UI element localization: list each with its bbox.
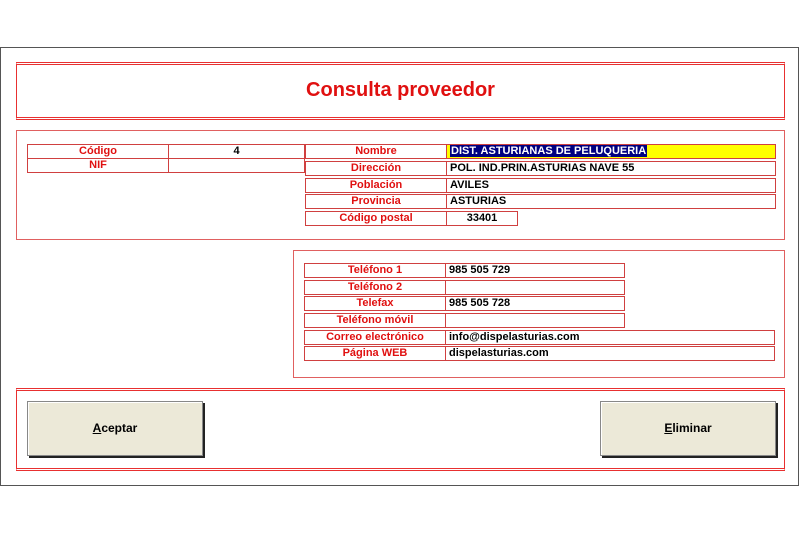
aceptar-label: ceptar <box>101 421 138 435</box>
direccion-label: Dirección <box>305 161 447 176</box>
cp-field[interactable]: 33401 <box>446 211 518 226</box>
nif-field[interactable] <box>168 158 305 173</box>
aceptar-accesskey: A <box>92 421 102 435</box>
nif-label: NIF <box>27 158 169 173</box>
email-field[interactable]: info@dispelasturias.com <box>445 330 775 345</box>
fax-field[interactable]: 985 505 728 <box>445 296 625 311</box>
direccion-field[interactable]: POL. IND.PRIN.ASTURIAS NAVE 55 <box>446 161 776 176</box>
supplier-window <box>0 47 799 486</box>
tel2-field[interactable] <box>445 280 625 295</box>
nombre-label: Nombre <box>305 144 447 159</box>
codigo-label: Código <box>27 144 169 159</box>
web-label: Página WEB <box>304 346 446 361</box>
provincia-field[interactable]: ASTURIAS <box>446 194 776 209</box>
cp-label: Código postal <box>305 211 447 226</box>
tel1-field[interactable]: 985 505 729 <box>445 263 625 278</box>
movil-field[interactable] <box>445 313 625 328</box>
aceptar-button[interactable] <box>27 401 203 456</box>
poblacion-label: Población <box>305 178 447 193</box>
eliminar-accesskey: E <box>664 421 673 435</box>
eliminar-button[interactable] <box>600 401 776 456</box>
provincia-label: Provincia <box>305 194 447 209</box>
movil-label: Teléfono móvil <box>304 313 446 328</box>
eliminar-label: liminar <box>672 421 712 435</box>
page-title: Consulta proveedor <box>306 79 495 101</box>
contact-panel <box>293 250 785 378</box>
fax-label: Telefax <box>304 296 446 311</box>
poblacion-field[interactable]: AVILES <box>446 178 776 193</box>
web-field[interactable]: dispelasturias.com <box>445 346 775 361</box>
button-bar <box>16 388 785 471</box>
codigo-field[interactable]: 4 <box>168 144 305 159</box>
title-bar <box>16 62 785 120</box>
nombre-field[interactable] <box>446 144 776 159</box>
nombre-value: DIST. ASTURIANAS DE PELUQUERIA <box>451 145 647 157</box>
info-panel <box>16 130 785 240</box>
tel1-label: Teléfono 1 <box>304 263 446 278</box>
tel2-label: Teléfono 2 <box>304 280 446 295</box>
email-label: Correo electrónico <box>304 330 446 345</box>
